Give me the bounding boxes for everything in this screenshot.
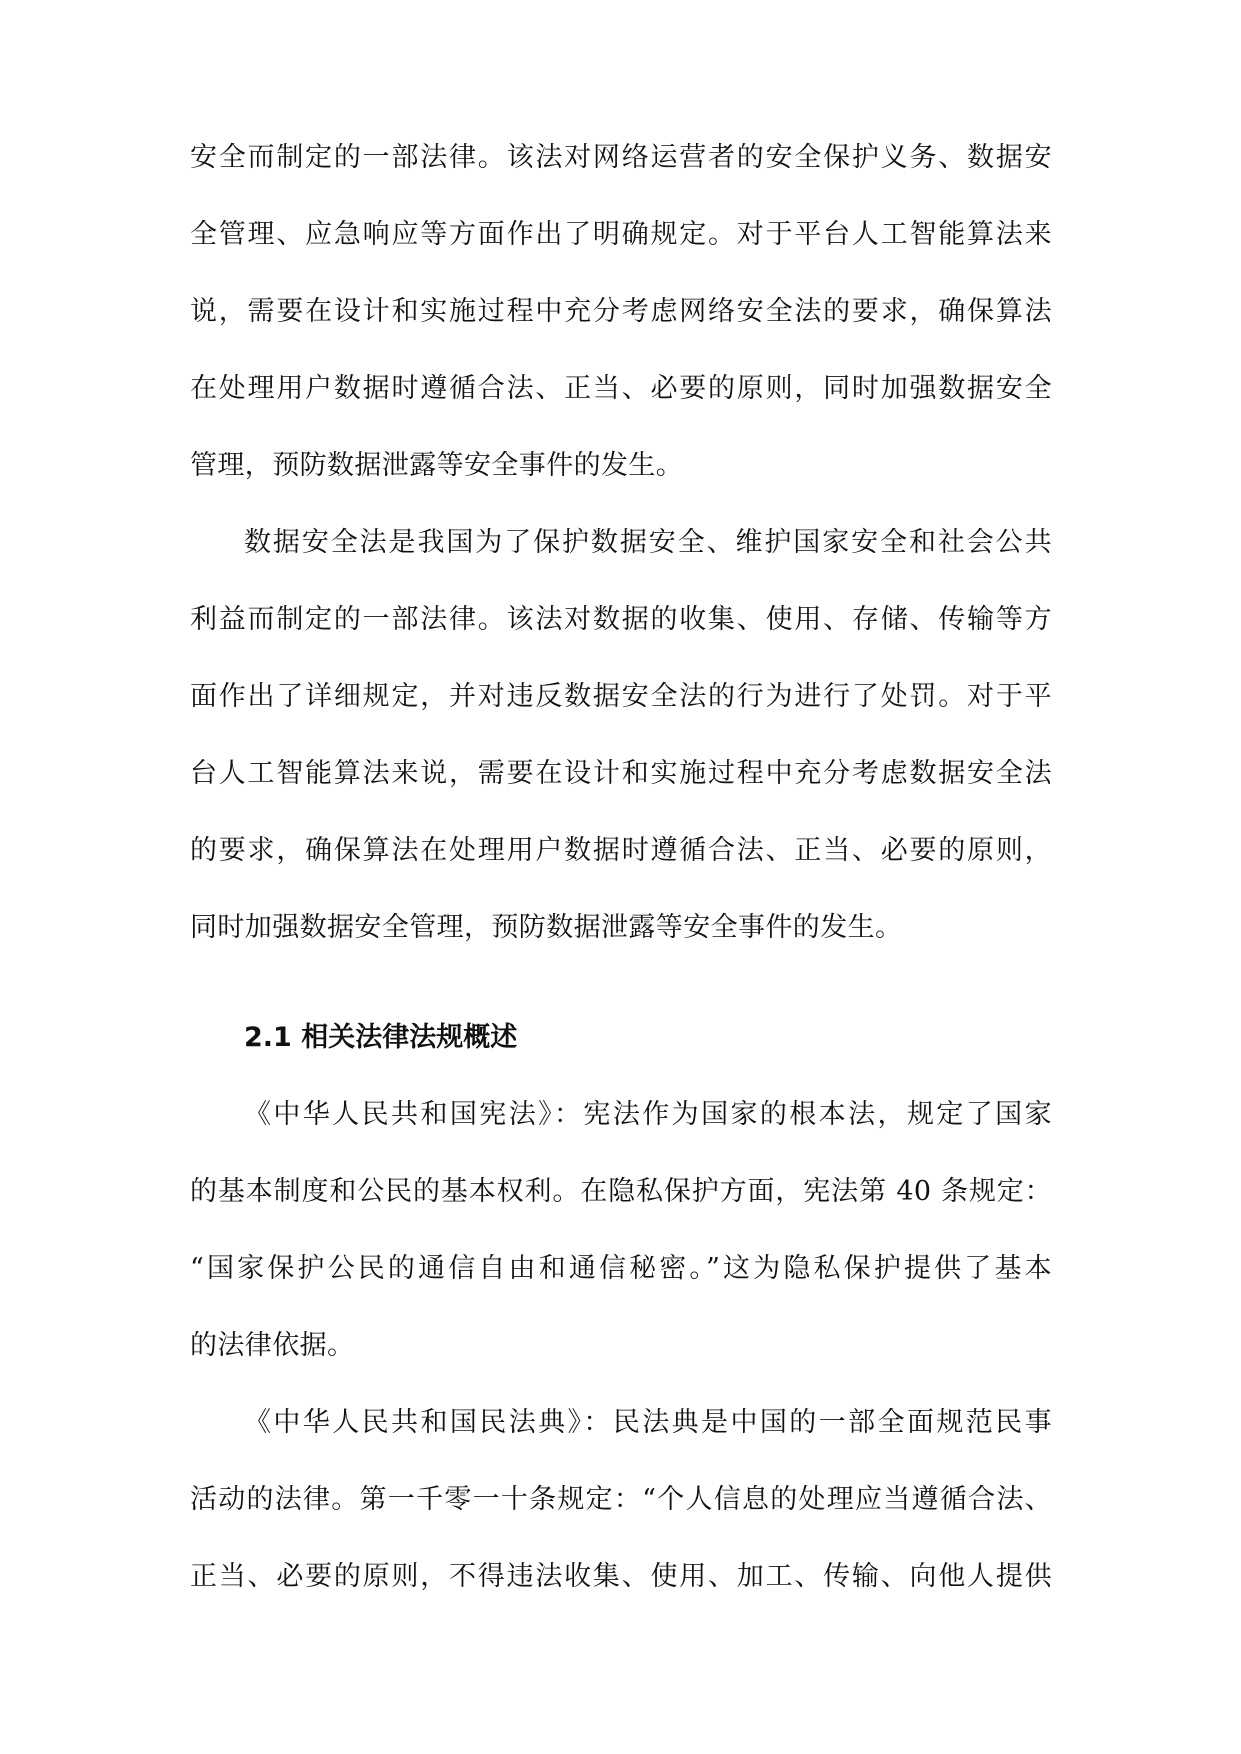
paragraph-3-line-1: 《中华人民共和国宪法》：宪法作为国家的根本法，规定了国家 (244, 1099, 1052, 1130)
paragraph-2-line-6: 同时加强数据安全管理，预防数据泄露等安全事件的发生。 (190, 912, 903, 943)
paragraph-3-line-4: 的法律依据。 (190, 1330, 355, 1361)
paragraph-4-line-1: 《中华人民共和国民法典》：民法典是中国的一部全面规范民事 (244, 1407, 1052, 1438)
section-heading: 2.1 相关法律法规概述 (244, 1022, 518, 1053)
paragraph-1-line-5: 管理，预防数据泄露等安全事件的发生。 (190, 450, 684, 481)
paragraph-2-line-2: 利益而制定的一部法律。该法对数据的收集、使用、存储、传输等方 (190, 604, 1052, 635)
paragraph-4-line-2: 活动的法律。第一千零一十条规定：“个人信息的处理应当遵循合法、 (190, 1484, 1052, 1515)
paragraph-1-line-2: 全管理、应急响应等方面作出了明确规定。对于平台人工智能算法来 (190, 219, 1052, 250)
paragraph-2-line-3: 面作出了详细规定，并对违反数据安全法的行为进行了处罚。对于平 (190, 681, 1052, 712)
paragraph-2-line-5: 的要求，确保算法在处理用户数据时遵循合法、正当、必要的原则， (190, 835, 1052, 866)
paragraph-1-line-1: 安全而制定的一部法律。该法对网络运营者的安全保护义务、数据安 (190, 142, 1052, 173)
paragraph-3-line-2: 的基本制度和公民的基本权利。在隐私保护方面，宪法第 40 条规定： (190, 1176, 1052, 1207)
paragraph-4-line-3: 正当、必要的原则，不得违法收集、使用、加工、传输、向他人提供 (190, 1561, 1052, 1592)
paragraph-3-line-3: “国家保护公民的通信自由和通信秘密。”这为隐私保护提供了基本 (190, 1253, 1052, 1284)
paragraph-2-line-4: 台人工智能算法来说，需要在设计和实施过程中充分考虑数据安全法 (190, 758, 1052, 789)
paragraph-1-line-3: 说，需要在设计和实施过程中充分考虑网络安全法的要求，确保算法 (190, 296, 1052, 327)
paragraph-2-line-1: 数据安全法是我国为了保护数据安全、维护国家安全和社会公共 (244, 527, 1052, 558)
paragraph-1-line-4: 在处理用户数据时遵循合法、正当、必要的原则，同时加强数据安全 (190, 373, 1052, 404)
